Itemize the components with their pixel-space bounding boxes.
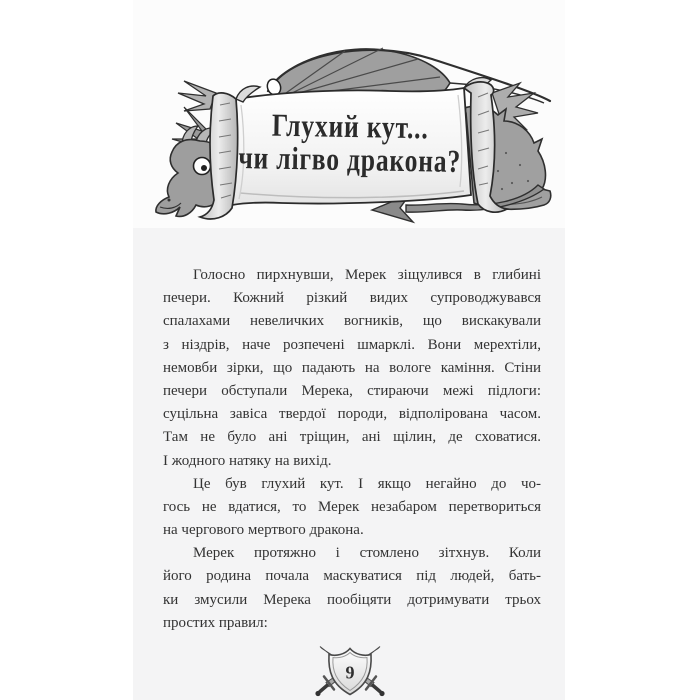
- text-line: Голосно пирхнувши, Мерек зіщулився в глибині: [193, 267, 541, 283]
- text-line: на чергового мертвого дракона.: [163, 522, 364, 539]
- text-line: ки змусили Мерека пообіцяти дотримувати трьох: [163, 591, 541, 608]
- text-line: простих правил:: [163, 614, 268, 631]
- chapter-title-line2: чи лігво дракона?: [238, 139, 462, 179]
- text-line: Це був глухий кут. І якщо негайно до чо-: [193, 475, 541, 492]
- chapter-title: [149, 107, 550, 180]
- shield-crossed-swords-icon: [306, 641, 394, 698]
- text-line: печери обступали Мерека, стираючи межі підлоги:: [163, 382, 541, 399]
- page-number: 9: [345, 662, 355, 683]
- text-line: його родина почала маскуватися під людей, бать-: [163, 568, 541, 585]
- text-line: І жодного натяку на вихід.: [163, 452, 332, 469]
- text-line: Мерек протяжно і стомлено зітхнув. Коли: [193, 545, 541, 562]
- text-line: суцільна завіса твердої породи, відполірована часом.: [163, 406, 541, 423]
- page-number-badge: [306, 641, 394, 698]
- text-line: немовби зірки, що падають на вологе каміння. Стіни: [163, 359, 541, 376]
- text-line: з ніздрів, наче розпечені шмарклі. Вони мерехтіли,: [163, 336, 541, 353]
- text-line: спалахами невеличких вогників, що вискакували: [163, 313, 541, 330]
- text-line: Там не було ані тріщин, ані щілин, де сховатися.: [163, 429, 541, 446]
- body-text: [163, 264, 541, 635]
- chapter-title-line1: Глухий кут...: [271, 106, 429, 146]
- text-line: печери. Кожний різкий видих супроводжувався: [163, 290, 541, 307]
- text-line: гось не вдатися, то Мерек незабаром перетвориться: [163, 498, 541, 515]
